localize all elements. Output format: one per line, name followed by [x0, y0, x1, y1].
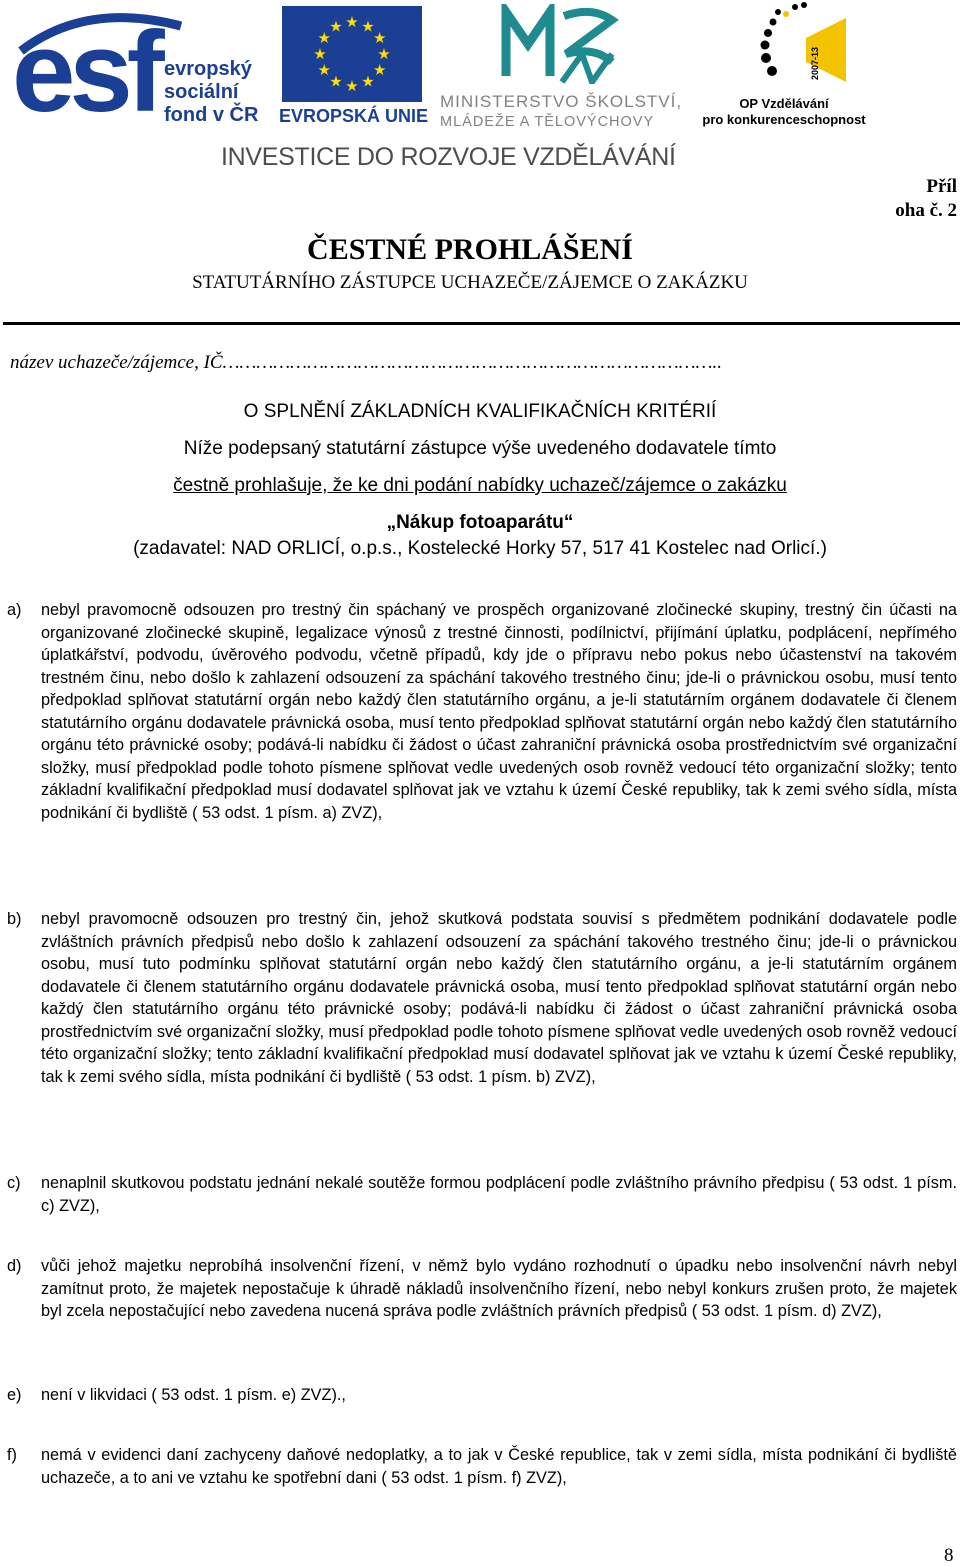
- eu-star-icon: ★: [345, 15, 359, 31]
- criterion-label: e): [7, 1386, 22, 1404]
- eu-star-icon: ★: [372, 31, 387, 47]
- criterion-text: nemá v evidenci daní zachyceny daňové nedoplatky, a to jak v České republice, tak v zemi sídla, místa podnikání či bydliště uchazeče, a to ani ve vztahu ke spotřební dani ( 53 odst. 1 písm. f) ZVZ),: [41, 1446, 957, 1487]
- eu-star-icon: ★: [345, 79, 359, 95]
- msmt-logo: [440, 4, 700, 129]
- msmt-line-1: MINISTERSTVO ŠKOLSTVÍ,: [440, 92, 683, 111]
- op-text: [702, 96, 866, 128]
- msmt-line-2: MLÁDEŽE A TĚLOVÝCHOVY: [440, 114, 655, 130]
- eu-star-icon: ★: [329, 74, 343, 91]
- eu-star-icon: ★: [372, 63, 387, 79]
- criterion-label: f): [7, 1446, 17, 1464]
- eu-star-icon: ★: [317, 31, 332, 47]
- eu-star-icon: ★: [313, 47, 327, 63]
- bidder-name-line: název uchazeče/zájemce, IČ……………………………………………………………………………..: [10, 352, 723, 373]
- criterion-label: d): [7, 1257, 22, 1275]
- criterion-text: nenaplnil skutkovou podstatu jednání nekalé soutěže formou podplácení podle zvláštního právního předpisu ( 53 odst. 1 písm. c) ZVZ),: [41, 1174, 957, 1215]
- priloha-label: [860, 175, 957, 223]
- esf-word: esf: [12, 9, 159, 136]
- criterion-text: vůči jehož majetku neprobíhá insolvenční řízení, v němž bylo vydáno rozhodnutí o úpadku nebo insolvenční návrh nebyl zamítnut proto, že majetek nepostačuje k úhradě nákladů insolvenčního řízení, nebo nebyl konkurs zrušen proto, že majetek byl zcela nepostačující nebo zavedena nucená správa podle zvláštních právních předpisů ( 53 odst. 1 písm. d) ZVZ),: [41, 1257, 957, 1320]
- esf-line-1: evropský: [164, 58, 252, 80]
- intro-line-2: čestně prohlašuje, že ke dni podání nabídky uchazeč/zájemce o zakázku: [173, 475, 787, 496]
- eu-star-icon: ★: [329, 19, 343, 36]
- priloha-line-1: Příl: [926, 176, 957, 197]
- eu-star-icon: ★: [377, 47, 391, 63]
- criterion-label: b): [7, 910, 22, 928]
- tagline: INVESTICE DO ROZVOJE VZDĚLÁVÁNÍ: [221, 143, 676, 171]
- eu-star-icon: ★: [361, 19, 375, 36]
- project-name: „Nákup fotoaparátu“: [386, 512, 574, 533]
- eu-logo: [278, 6, 428, 131]
- op-logo: [700, 0, 870, 130]
- op-line-2: pro konkurenceschopnost: [702, 112, 866, 127]
- esf-logo: [10, 6, 270, 136]
- esf-line-2: sociální: [164, 81, 239, 103]
- eu-star-icon: ★: [317, 63, 332, 79]
- esf-subtitle: [164, 58, 258, 127]
- op-dots-icon: [740, 0, 860, 90]
- page-number: 8: [944, 1545, 954, 1566]
- esf-line-3: fond v ČR: [164, 104, 259, 126]
- criterion-label: c): [7, 1174, 21, 1192]
- eu-label: EVROPSKÁ UNIE: [279, 106, 429, 126]
- page-title: ČESTNÉ PROHLÁŠENÍ: [307, 233, 633, 266]
- op-badge: 2007-13: [810, 46, 820, 80]
- msmt-monogram-icon: [500, 4, 620, 84]
- eu-star-icon: ★: [361, 74, 375, 91]
- criterion-text: není v likvidaci ( 53 odst. 1 písm. e) ZVZ).,: [41, 1386, 346, 1404]
- msmt-text: [440, 92, 682, 132]
- intro-line-1: Níže podepsaný statutární zástupce výše uvedeného dodavatele tímto: [183, 438, 777, 459]
- page-subtitle: STATUTÁRNÍHO ZÁSTUPCE UCHAZEČE/ZÁJEMCE O ZAKÁZKU: [192, 272, 748, 293]
- criterion-text: nebyl pravomocně odsouzen pro trestný čin spáchaný ve prospěch organizované zločinecké skupiny, trestný čin účasti na organizované zločinecké skupině, legalizace výnosů z trestné činnosti, podílnictví, přijímání úplatku, podplácení, nepřímého úplatkářství, podvodu, úvěrového podvodu, včetně případů, kdy jde o přípravu nebo pokus nebo účastenství na takovém trestném činu, nebo došlo k zahlazení odsouzení za spáchání takového trestného činu; jde-li o právnickou osobu, musí tento předpoklad splňovat statutární orgán nebo každý člen statutárního orgánu, a je-li statutárním orgánem dodavatele či členem statutárního orgánu dodavatele právnická osoba, musí tento předpoklad splňovat statutární orgán nebo každý člen statutárního orgánu této právnické osoby; podává-li nabídku či žádost o účast zahraniční právnická osoba prostřednictvím své organizační složky, musí předpoklad podle tohoto písmene splňovat vedle uvedených osob rovněž vedoucí této organizační složky; tento základní kvalifikační předpoklad musí dodavatel splňovat jak ve vztahu k území České republiky, tak k zemi svého sídla, místa podnikání či bydliště ( 53 odst. 1 písm. a) ZVZ),: [41, 601, 957, 822]
- criterion-label: a): [7, 601, 22, 619]
- title-divider: [3, 322, 960, 325]
- op-line-1: OP Vzdělávání: [739, 96, 829, 111]
- criteria-heading: O SPLNĚNÍ ZÁKLADNÍCH KVALIFIKAČNÍCH KRITÉRIÍ: [243, 401, 717, 422]
- eu-flag-icon: [282, 6, 422, 102]
- contracting-authority: (zadavatel: NAD ORLICÍ, o.p.s., Kostelecké Horky 57, 517 41 Kostelec nad Orlicí.): [133, 538, 827, 559]
- priloha-line-2: oha č. 2: [895, 200, 957, 221]
- criterion-text: nebyl pravomocně odsouzen pro trestný čin, jehož skutková podstata souvisí s předmětem podnikání dodavatele podle zvláštních právních předpisů nebo došlo k zahlazení odsouzení za spáchání takového trestného činu; jde-li o právnickou osobu, musí tuto podmínku splňovat statutární orgán nebo každý člen statutárního orgánu, a je-li statutárním orgánem dodavatele či členem statutárního orgánu dodavatele právnická osoba, musí tento předpoklad splňovat statutární orgán nebo každý člen statutárního orgánu této právnické osoby; podává-li nabídku či žádost o účast zahraniční právnická osoba prostřednictvím své organizační složky, musí předpoklad podle tohoto písmene splňovat vedle uvedených osob rovněž vedoucí této organizační složky; tento základní kvalifikační předpoklad musí dodavatel splňovat jak ve vztahu k území České republiky, tak k zemi svého sídla, místa podnikání či bydliště ( 53 odst. 1 písm. b) ZVZ),: [41, 910, 957, 1086]
